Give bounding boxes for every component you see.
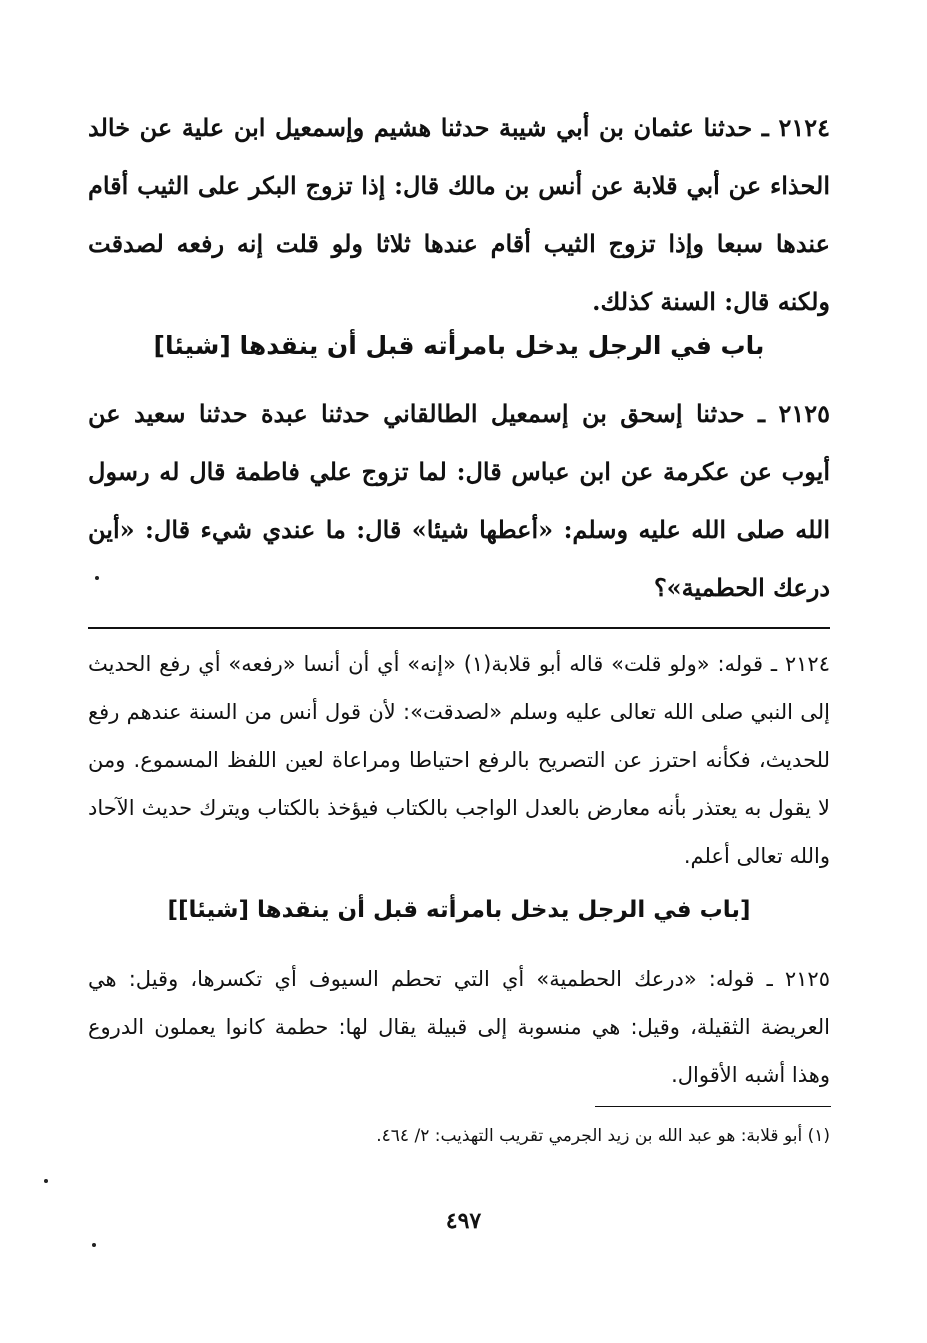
chapter-heading-commentary: [باب في الرجل يدخل بامرأته قبل أن ينقدها [شيئا]]	[167, 897, 751, 923]
margin-dot	[95, 576, 99, 580]
chapter-heading: باب في الرجل يدخل بامرأته قبل أن ينقدها [شيئا]	[153, 331, 765, 360]
hadith-2125-text: ٢١٢٥ ـ حدثنا إسحق بن إسمعيل الطالقاني حدثنا عبدة حدثنا سعيد عن أيوب عن عكرمة عن ابن عباس قال: لما تزوج علي فاطمة قال له رسول الله صلى الله عليه وسلم: «أعطها شيئا» قال: ما عندي شيء قال: «أين درعك الحطمية»؟	[88, 399, 830, 602]
footnote-divider	[595, 1106, 831, 1107]
commentary-2124	[88, 640, 830, 880]
margin-dot	[92, 1243, 96, 1247]
margin-dot	[44, 1179, 48, 1183]
page-number: ٤٩٧	[445, 1208, 482, 1234]
commentary-2124-text: ٢١٢٤ ـ قوله: «ولو قلت» قاله أبو قلابة(١) «إنه» أي أن أنسا «رفعه» أي رفع الحديث إلى النبي صلى الله تعالى عليه وسلم «لصدقت»: لأن قول أنس من السنة عندهم رفع للحديث، فكأنه احترز عن التصريح بالرفع احتياطا ومراعاة لعين اللفظ المسموع. ومن لا يقول به يعتذر بأنه معارض بالعدل الواجب بالكتاب فيؤخذ بالكتاب ويترك حديث الآحاد والله تعالى أعلم.	[88, 652, 830, 868]
hadith-2124	[88, 99, 830, 331]
section-divider	[88, 627, 830, 629]
commentary-2125	[88, 955, 830, 1099]
footnote: (١) أبو قلابة: هو عبد الله بن زيد الجرمي تقريب التهذيب: ٢/ ٤٦٤.	[376, 1126, 830, 1146]
hadith-2125	[88, 385, 830, 617]
commentary-2125-text: ٢١٢٥ ـ قوله: «درعك الحطمية» أي التي تحطم السيوف أي تكسرها، وقيل: هي العريضة الثقيلة، وقيل: هي منسوبة إلى قبيلة يقال لها: حطمة كانوا يعملون الدروع وهذا أشبه الأقوال.	[88, 967, 830, 1087]
hadith-2124-text: ٢١٢٤ ـ حدثنا عثمان بن أبي شيبة حدثنا هشيم وإسمعيل ابن علية عن خالد الحذاء عن أبي قلابة عن أنس بن مالك قال: إذا تزوج البكر على الثيب أقام عندها سبعا وإذا تزوج الثيب أقام عندها ثلاثا ولو قلت إنه رفعه لصدقت ولكنه قال: السنة كذلك.	[88, 113, 830, 316]
